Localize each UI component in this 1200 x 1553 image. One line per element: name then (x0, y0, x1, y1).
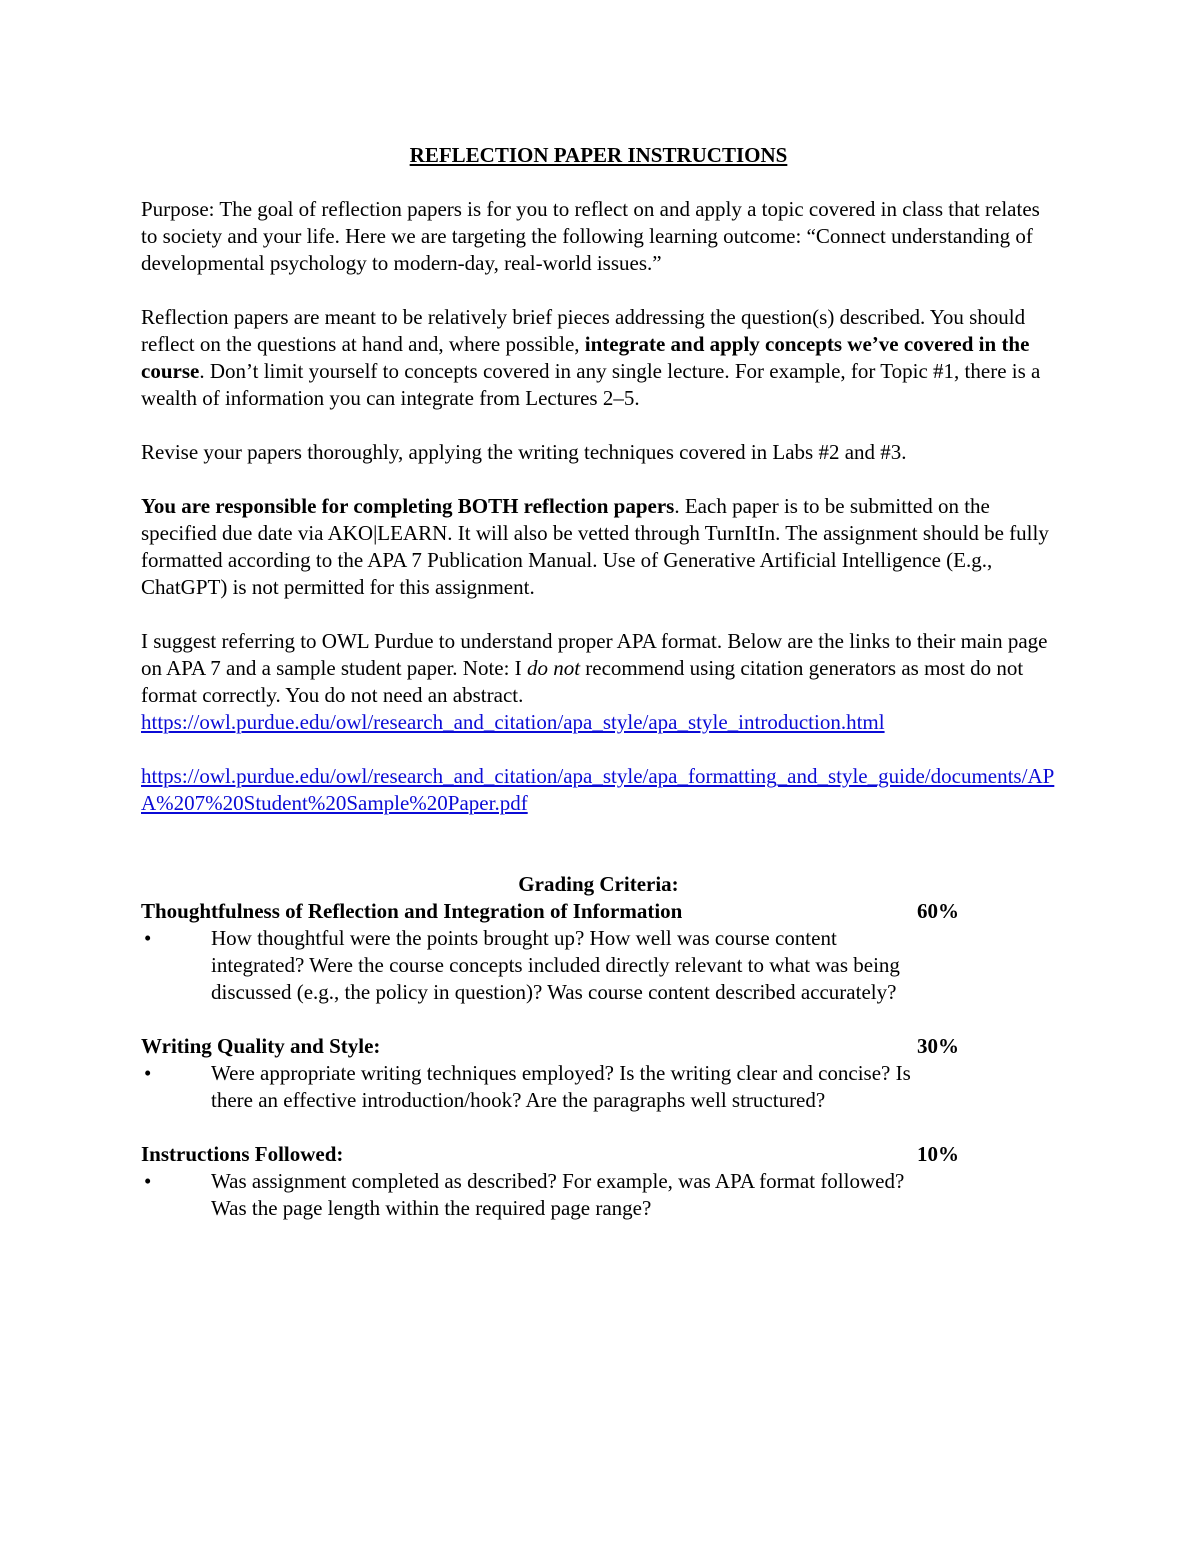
responsibility-paragraph (141, 493, 1056, 601)
purpose-paragraph: Purpose: The goal of reflection papers is for you to reflect on and apply a topic covered in class that relates to society and your life. Here we are targeting the following learning outcome: “Connect understanding of developmental psychology to modern-day, real-world issues.” (141, 197, 1040, 275)
criterion-name: Instructions Followed: (141, 1142, 344, 1166)
reflection-text-start: Reflection papers are meant to be relatively brief pieces addressing the question(s) described. You should reflect on the questions at hand and, where possible, (141, 305, 1026, 356)
criterion-name: Writing Quality and Style: (141, 1034, 381, 1058)
suggestion-text-end: recommend using citation generators as most do not format correctly. You do not need an abstract. (141, 656, 1024, 707)
criterion-bullets (141, 1168, 911, 1222)
responsibility-bold-text: You are responsible for completing BOTH reflection papers (141, 494, 675, 518)
suggestion-italic-text: do not (526, 656, 581, 680)
criterion-percent: 30% (917, 1034, 959, 1058)
reflection-bold-text: integrate and apply concepts we’ve covered in the course (141, 332, 1030, 383)
suggestion-paragraph (141, 628, 1056, 709)
reflection-text-end: . Don’t limit yourself to concepts covered in any single lecture. For example, for Topic #1, there is a wealth of information you can integrate from Lectures 2–5. (141, 359, 1041, 410)
reflection-paragraph (141, 304, 1056, 412)
apa-sample-paper-link[interactable]: https://owl.purdue.edu/owl/research_and_citation/apa_style/apa_formatting_and_style_guide/documents/APA%207%20Student%20Sample%20Paper.pdf (141, 764, 1055, 815)
criterion-bullet: • Was assignment completed as described? For example, was APA format followed? Was the page length within the required page range? (211, 1168, 911, 1222)
criterion-name: Thoughtfulness of Reflection and Integration of Information (141, 899, 683, 923)
suggestion-block (141, 628, 1056, 817)
criterion-percent: 10% (917, 1142, 959, 1166)
criterion-bullet: • Were appropriate writing techniques employed? Is the writing clear and concise? Is there an effective introduction/hook? Are the paragraphs well structured? (211, 1060, 911, 1114)
suggestion-text-start: I suggest referring to OWL Purdue to understand proper APA format. Below are the links to their main page on APA 7 and a sample student paper. Note: I (141, 629, 1048, 680)
criterion-thoughtfulness (141, 898, 1056, 1006)
responsibility-text: . Each paper is to be submitted on the specified due date via AKO|LEARN. It will also be vetted through TurnItIn. The assignment should be fully formatted according to the APA 7 Publication Manual. Use of Generative Artificial Intelligence (E.g., ChatGPT) is not permitted for this assignment. (141, 494, 1049, 599)
document-body (141, 142, 1056, 1249)
grading-criteria-heading: Grading Criteria: (518, 872, 679, 896)
criterion-writing-quality (141, 1033, 1056, 1114)
criterion-percent: 60% (917, 899, 959, 923)
criterion-bullet: • How thoughtful were the points brought up? How well was course content integrated? Were the course concepts included directly relevant to what was being discussed (e.g., the policy in question)? Was course content described accurately? (211, 925, 911, 1006)
page-title: REFLECTION PAPER INSTRUCTIONS (409, 143, 788, 167)
criterion-bullets (141, 925, 911, 1006)
criterion-bullets (141, 1060, 911, 1114)
revise-paragraph: Revise your papers thoroughly, applying the writing techniques covered in Labs #2 and #3. (141, 440, 907, 464)
criterion-instructions-followed (141, 1141, 1056, 1222)
apa-introduction-link[interactable]: https://owl.purdue.edu/owl/research_and_citation/apa_style/apa_style_introduction.html (141, 710, 885, 734)
